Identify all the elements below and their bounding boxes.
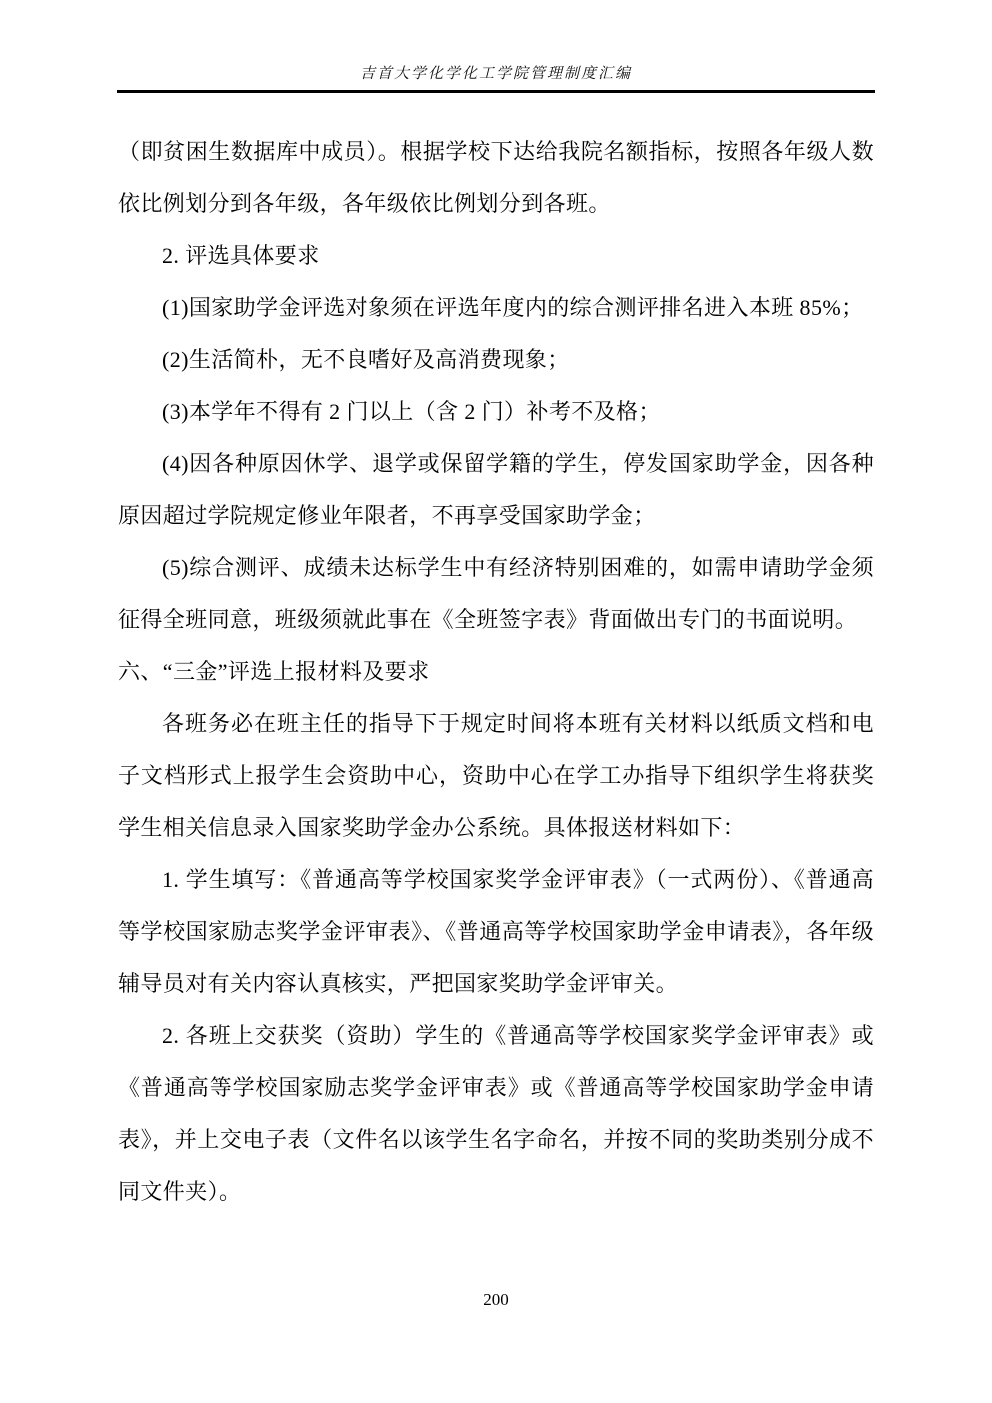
section-heading-six: 六、“三金”评选上报材料及要求 (118, 659, 430, 684)
paragraph-item-3: (3)本学年不得有 2 门以上（含 2 门）补考不及格； (162, 399, 661, 424)
page-footer (0, 1290, 992, 1310)
header-rule (117, 90, 875, 93)
paragraph-item-2: (2)生活简朴，无不良嗜好及高消费现象； (162, 347, 570, 372)
paragraph-intro: （即贫困生数据库中成员）。根据学校下达给我院名额指标，按照各年级人数依比例划分到各年级，各年级依比例划分到各班。 (118, 139, 874, 216)
paragraph-item-5: (5)综合测评、成绩未达标学生中有经济特别困难的，如需申请助学金须征得全班同意，班级须就此事在《全班签字表》背面做出专门的书面说明。 (118, 555, 874, 632)
paragraph-item-1: (1)国家助学金评选对象须在评选年度内的综合测评排名进入本班 85%； (162, 295, 864, 320)
paragraph-material-2: 2. 各班上交获奖（资助）学生的《普通高等学校国家奖学金评审表》或《普通高等学校国家励志奖学金评审表》或《普通高等学校国家助学金申请表》，并上交电子表（文件名以该学生名字命名，并按不同的奖助类别分成不同文件夹）。 (118, 1023, 874, 1204)
paragraph-material-1: 1. 学生填写：《普通高等学校国家奖学金评审表》（一式两份）、《普通高等学校国家励志奖学金评审表》、《普通高等学校国家助学金申请表》，各年级辅导员对有关内容认真核实，严把国家奖助学金评审关。 (118, 867, 874, 996)
paragraph-item-4: (4)因各种原因休学、退学或保留学籍的学生，停发国家助学金，因各种原因超过学院规定修业年限者，不再享受国家助学金； (118, 451, 874, 528)
page-number: 200 (483, 1290, 509, 1309)
paragraph-materials-intro: 各班务必在班主任的指导下于规定时间将本班有关材料以纸质文档和电子文档形式上报学生会资助中心，资助中心在学工办指导下组织学生将获奖学生相关信息录入国家奖助学金办公系统。具体报送材料如下： (118, 711, 874, 840)
page-header (117, 0, 875, 93)
document-body (118, 126, 874, 1218)
paragraph-section-2-heading: 2. 评选具体要求 (162, 243, 320, 268)
header-title: 吉首大学化学化工学院管理制度汇编 (359, 66, 632, 82)
